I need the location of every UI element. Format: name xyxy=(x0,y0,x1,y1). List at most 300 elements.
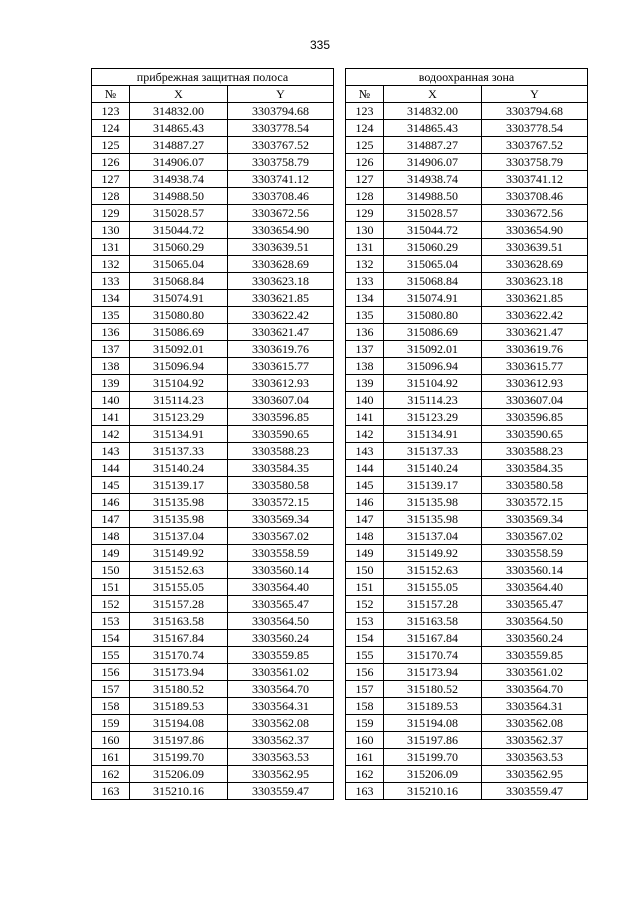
y-coordinate-cell: 3303639.51 xyxy=(482,239,588,256)
x-coordinate-cell: 315206.09 xyxy=(384,766,482,783)
point-number-cell: 160 xyxy=(92,732,130,749)
y-coordinate-cell: 3303562.95 xyxy=(482,766,588,783)
point-number-cell: 128 xyxy=(92,188,130,205)
x-coordinate-cell: 315140.24 xyxy=(130,460,228,477)
x-coordinate-cell: 314832.00 xyxy=(130,103,228,120)
y-coordinate-cell: 3303596.85 xyxy=(228,409,334,426)
table-row xyxy=(346,375,588,392)
point-number-cell: 134 xyxy=(346,290,384,307)
point-number-cell: 138 xyxy=(92,358,130,375)
table-row xyxy=(92,511,334,528)
x-coordinate-cell: 315123.29 xyxy=(384,409,482,426)
table-row xyxy=(92,698,334,715)
x-coordinate-cell: 315114.23 xyxy=(384,392,482,409)
table-row xyxy=(92,239,334,256)
y-coordinate-cell: 3303619.76 xyxy=(228,341,334,358)
point-number-cell: 124 xyxy=(92,120,130,137)
x-coordinate-cell: 315197.86 xyxy=(384,732,482,749)
point-number-cell: 156 xyxy=(346,664,384,681)
table-row xyxy=(92,273,334,290)
water-protection-zone-table xyxy=(345,68,588,800)
column-header-y: Y xyxy=(228,86,334,103)
table-row xyxy=(346,443,588,460)
y-coordinate-cell: 3303567.02 xyxy=(228,528,334,545)
y-coordinate-cell: 3303588.23 xyxy=(482,443,588,460)
x-coordinate-cell: 315123.29 xyxy=(130,409,228,426)
x-coordinate-cell: 314887.27 xyxy=(384,137,482,154)
table-row xyxy=(346,290,588,307)
x-coordinate-cell: 315210.16 xyxy=(130,783,228,800)
x-coordinate-cell: 315155.05 xyxy=(384,579,482,596)
y-coordinate-cell: 3303672.56 xyxy=(482,205,588,222)
x-coordinate-cell: 315044.72 xyxy=(130,222,228,239)
y-coordinate-cell: 3303654.90 xyxy=(228,222,334,239)
x-coordinate-cell: 315068.84 xyxy=(384,273,482,290)
point-number-cell: 161 xyxy=(346,749,384,766)
x-coordinate-cell: 314832.00 xyxy=(384,103,482,120)
y-coordinate-cell: 3303615.77 xyxy=(482,358,588,375)
point-number-cell: 156 xyxy=(92,664,130,681)
point-number-cell: 130 xyxy=(346,222,384,239)
table-title: прибрежная защитная полоса xyxy=(92,69,334,86)
point-number-cell: 153 xyxy=(92,613,130,630)
y-coordinate-cell: 3303560.14 xyxy=(482,562,588,579)
y-coordinate-cell: 3303584.35 xyxy=(482,460,588,477)
x-coordinate-cell: 315060.29 xyxy=(384,239,482,256)
point-number-cell: 143 xyxy=(346,443,384,460)
table-row xyxy=(346,307,588,324)
table-row xyxy=(92,256,334,273)
y-coordinate-cell: 3303562.08 xyxy=(482,715,588,732)
x-coordinate-cell: 315096.94 xyxy=(130,358,228,375)
point-number-cell: 147 xyxy=(92,511,130,528)
table-row xyxy=(346,647,588,664)
point-number-cell: 123 xyxy=(346,103,384,120)
table-row xyxy=(346,783,588,800)
y-coordinate-cell: 3303562.37 xyxy=(228,732,334,749)
y-coordinate-cell: 3303569.34 xyxy=(482,511,588,528)
x-coordinate-cell: 315206.09 xyxy=(130,766,228,783)
y-coordinate-cell: 3303758.79 xyxy=(228,154,334,171)
point-number-cell: 144 xyxy=(92,460,130,477)
y-coordinate-cell: 3303758.79 xyxy=(482,154,588,171)
x-coordinate-cell: 315074.91 xyxy=(130,290,228,307)
y-coordinate-cell: 3303607.04 xyxy=(228,392,334,409)
point-number-cell: 132 xyxy=(92,256,130,273)
table-row xyxy=(92,426,334,443)
x-coordinate-cell: 315086.69 xyxy=(130,324,228,341)
y-coordinate-cell: 3303572.15 xyxy=(482,494,588,511)
table-row xyxy=(92,120,334,137)
y-coordinate-cell: 3303639.51 xyxy=(228,239,334,256)
y-coordinate-cell: 3303572.15 xyxy=(228,494,334,511)
y-coordinate-cell: 3303607.04 xyxy=(482,392,588,409)
point-number-cell: 146 xyxy=(92,494,130,511)
point-number-cell: 145 xyxy=(346,477,384,494)
table-row xyxy=(92,171,334,188)
point-number-cell: 149 xyxy=(346,545,384,562)
x-coordinate-cell: 315137.04 xyxy=(130,528,228,545)
table-row xyxy=(346,562,588,579)
y-coordinate-cell: 3303794.68 xyxy=(228,103,334,120)
y-coordinate-cell: 3303794.68 xyxy=(482,103,588,120)
y-coordinate-cell: 3303708.46 xyxy=(228,188,334,205)
table-row xyxy=(92,766,334,783)
point-number-cell: 152 xyxy=(346,596,384,613)
y-coordinate-cell: 3303563.53 xyxy=(228,749,334,766)
y-coordinate-cell: 3303590.65 xyxy=(228,426,334,443)
table-row xyxy=(346,239,588,256)
point-number-cell: 159 xyxy=(92,715,130,732)
point-number-cell: 137 xyxy=(92,341,130,358)
table-row xyxy=(92,630,334,647)
table-row xyxy=(346,341,588,358)
x-coordinate-cell: 315152.63 xyxy=(130,562,228,579)
x-coordinate-cell: 314887.27 xyxy=(130,137,228,154)
point-number-cell: 149 xyxy=(92,545,130,562)
x-coordinate-cell: 315134.91 xyxy=(384,426,482,443)
y-coordinate-cell: 3303564.70 xyxy=(228,681,334,698)
table-row xyxy=(346,528,588,545)
y-coordinate-cell: 3303564.50 xyxy=(482,613,588,630)
x-coordinate-cell: 315157.28 xyxy=(384,596,482,613)
y-coordinate-cell: 3303628.69 xyxy=(482,256,588,273)
x-coordinate-cell: 315139.17 xyxy=(384,477,482,494)
x-coordinate-cell: 315028.57 xyxy=(384,205,482,222)
point-number-cell: 159 xyxy=(346,715,384,732)
point-number-cell: 160 xyxy=(346,732,384,749)
x-coordinate-cell: 314906.07 xyxy=(384,154,482,171)
x-coordinate-cell: 314988.50 xyxy=(130,188,228,205)
y-coordinate-cell: 3303562.08 xyxy=(228,715,334,732)
point-number-cell: 150 xyxy=(92,562,130,579)
table-row xyxy=(92,579,334,596)
point-number-cell: 163 xyxy=(92,783,130,800)
point-number-cell: 142 xyxy=(92,426,130,443)
point-number-cell: 123 xyxy=(92,103,130,120)
x-coordinate-cell: 315080.80 xyxy=(130,307,228,324)
point-number-cell: 154 xyxy=(346,630,384,647)
point-number-cell: 133 xyxy=(346,273,384,290)
x-coordinate-cell: 315155.05 xyxy=(130,579,228,596)
y-coordinate-cell: 3303619.76 xyxy=(482,341,588,358)
table-row xyxy=(92,324,334,341)
y-coordinate-cell: 3303564.70 xyxy=(482,681,588,698)
x-coordinate-cell: 315197.86 xyxy=(130,732,228,749)
y-coordinate-cell: 3303612.93 xyxy=(482,375,588,392)
x-coordinate-cell: 315199.70 xyxy=(130,749,228,766)
x-coordinate-cell: 314938.74 xyxy=(384,171,482,188)
x-coordinate-cell: 315044.72 xyxy=(384,222,482,239)
point-number-cell: 144 xyxy=(346,460,384,477)
table-row xyxy=(92,477,334,494)
table-row xyxy=(92,681,334,698)
x-coordinate-cell: 315199.70 xyxy=(384,749,482,766)
x-coordinate-cell: 315065.04 xyxy=(130,256,228,273)
y-coordinate-cell: 3303560.24 xyxy=(228,630,334,647)
y-coordinate-cell: 3303562.95 xyxy=(228,766,334,783)
column-header-number: № xyxy=(346,86,384,103)
table-row xyxy=(346,715,588,732)
table-row xyxy=(92,409,334,426)
x-coordinate-cell: 315074.91 xyxy=(384,290,482,307)
table-row xyxy=(346,392,588,409)
y-coordinate-cell: 3303560.24 xyxy=(482,630,588,647)
x-coordinate-cell: 315135.98 xyxy=(130,511,228,528)
y-coordinate-cell: 3303741.12 xyxy=(482,171,588,188)
point-number-cell: 130 xyxy=(92,222,130,239)
x-coordinate-cell: 315167.84 xyxy=(130,630,228,647)
table-row xyxy=(92,749,334,766)
y-coordinate-cell: 3303560.14 xyxy=(228,562,334,579)
table-row xyxy=(346,120,588,137)
x-coordinate-cell: 314865.43 xyxy=(384,120,482,137)
point-number-cell: 127 xyxy=(346,171,384,188)
column-header-y: Y xyxy=(482,86,588,103)
point-number-cell: 135 xyxy=(346,307,384,324)
y-coordinate-cell: 3303590.65 xyxy=(482,426,588,443)
y-coordinate-cell: 3303621.85 xyxy=(482,290,588,307)
table-row xyxy=(346,477,588,494)
point-number-cell: 134 xyxy=(92,290,130,307)
point-number-cell: 143 xyxy=(92,443,130,460)
table-row xyxy=(346,664,588,681)
table-row xyxy=(92,341,334,358)
y-coordinate-cell: 3303612.93 xyxy=(228,375,334,392)
x-coordinate-cell: 315137.33 xyxy=(130,443,228,460)
x-coordinate-cell: 315092.01 xyxy=(130,341,228,358)
y-coordinate-cell: 3303564.50 xyxy=(228,613,334,630)
point-number-cell: 131 xyxy=(346,239,384,256)
x-coordinate-cell: 315140.24 xyxy=(384,460,482,477)
x-coordinate-cell: 315167.84 xyxy=(384,630,482,647)
point-number-cell: 152 xyxy=(92,596,130,613)
point-number-cell: 150 xyxy=(346,562,384,579)
y-coordinate-cell: 3303569.34 xyxy=(228,511,334,528)
point-number-cell: 141 xyxy=(92,409,130,426)
table-row xyxy=(346,324,588,341)
x-coordinate-cell: 315163.58 xyxy=(130,613,228,630)
x-coordinate-cell: 315114.23 xyxy=(130,392,228,409)
table-row xyxy=(346,154,588,171)
point-number-cell: 124 xyxy=(346,120,384,137)
y-coordinate-cell: 3303778.54 xyxy=(228,120,334,137)
x-coordinate-cell: 315170.74 xyxy=(130,647,228,664)
x-coordinate-cell: 315149.92 xyxy=(384,545,482,562)
x-coordinate-cell: 315135.98 xyxy=(384,494,482,511)
point-number-cell: 129 xyxy=(92,205,130,222)
table-row xyxy=(346,137,588,154)
table-row xyxy=(346,426,588,443)
page-number: 335 xyxy=(309,38,331,52)
y-coordinate-cell: 3303654.90 xyxy=(482,222,588,239)
y-coordinate-cell: 3303778.54 xyxy=(482,120,588,137)
table-row xyxy=(346,409,588,426)
point-number-cell: 148 xyxy=(346,528,384,545)
y-coordinate-cell: 3303564.40 xyxy=(228,579,334,596)
table-row xyxy=(346,205,588,222)
x-coordinate-cell: 314865.43 xyxy=(130,120,228,137)
table-row xyxy=(346,698,588,715)
point-number-cell: 135 xyxy=(92,307,130,324)
point-number-cell: 147 xyxy=(346,511,384,528)
y-coordinate-cell: 3303558.59 xyxy=(228,545,334,562)
table-row xyxy=(92,375,334,392)
x-coordinate-cell: 315080.80 xyxy=(384,307,482,324)
point-number-cell: 125 xyxy=(92,137,130,154)
y-coordinate-cell: 3303559.85 xyxy=(228,647,334,664)
y-coordinate-cell: 3303584.35 xyxy=(228,460,334,477)
point-number-cell: 136 xyxy=(92,324,130,341)
point-number-cell: 133 xyxy=(92,273,130,290)
table-title: водоохранная зона xyxy=(346,69,588,86)
x-coordinate-cell: 315137.33 xyxy=(384,443,482,460)
x-coordinate-cell: 315210.16 xyxy=(384,783,482,800)
point-number-cell: 151 xyxy=(346,579,384,596)
y-coordinate-cell: 3303561.02 xyxy=(482,664,588,681)
table-row xyxy=(346,494,588,511)
point-number-cell: 153 xyxy=(346,613,384,630)
y-coordinate-cell: 3303564.31 xyxy=(482,698,588,715)
y-coordinate-cell: 3303564.40 xyxy=(482,579,588,596)
table-row xyxy=(346,749,588,766)
y-coordinate-cell: 3303621.47 xyxy=(228,324,334,341)
table-row xyxy=(346,613,588,630)
x-coordinate-cell: 315068.84 xyxy=(130,273,228,290)
point-number-cell: 136 xyxy=(346,324,384,341)
y-coordinate-cell: 3303563.53 xyxy=(482,749,588,766)
table-row xyxy=(92,664,334,681)
x-coordinate-cell: 314938.74 xyxy=(130,171,228,188)
y-coordinate-cell: 3303622.42 xyxy=(482,307,588,324)
point-number-cell: 145 xyxy=(92,477,130,494)
point-number-cell: 157 xyxy=(346,681,384,698)
table-row xyxy=(346,222,588,239)
table-row xyxy=(346,579,588,596)
point-number-cell: 154 xyxy=(92,630,130,647)
y-coordinate-cell: 3303672.56 xyxy=(228,205,334,222)
x-coordinate-cell: 315137.04 xyxy=(384,528,482,545)
table-row xyxy=(92,596,334,613)
table-row xyxy=(346,766,588,783)
x-coordinate-cell: 315096.94 xyxy=(384,358,482,375)
y-coordinate-cell: 3303767.52 xyxy=(228,137,334,154)
table-row xyxy=(92,460,334,477)
table-row xyxy=(92,290,334,307)
point-number-cell: 162 xyxy=(92,766,130,783)
y-coordinate-cell: 3303565.47 xyxy=(482,596,588,613)
x-coordinate-cell: 315092.01 xyxy=(384,341,482,358)
y-coordinate-cell: 3303588.23 xyxy=(228,443,334,460)
x-coordinate-cell: 315180.52 xyxy=(130,681,228,698)
y-coordinate-cell: 3303567.02 xyxy=(482,528,588,545)
coastal-strip-table xyxy=(91,68,334,800)
table-row xyxy=(92,562,334,579)
x-coordinate-cell: 315157.28 xyxy=(130,596,228,613)
point-number-cell: 126 xyxy=(346,154,384,171)
y-coordinate-cell: 3303621.85 xyxy=(228,290,334,307)
point-number-cell: 158 xyxy=(92,698,130,715)
table-row xyxy=(346,358,588,375)
point-number-cell: 126 xyxy=(92,154,130,171)
table-row xyxy=(346,256,588,273)
table-row xyxy=(346,171,588,188)
table-row xyxy=(92,307,334,324)
point-number-cell: 139 xyxy=(92,375,130,392)
table-row xyxy=(346,273,588,290)
y-coordinate-cell: 3303565.47 xyxy=(228,596,334,613)
y-coordinate-cell: 3303561.02 xyxy=(228,664,334,681)
column-header-number: № xyxy=(92,86,130,103)
table-row xyxy=(92,545,334,562)
x-coordinate-cell: 315139.17 xyxy=(130,477,228,494)
table-row xyxy=(92,205,334,222)
point-number-cell: 146 xyxy=(346,494,384,511)
x-coordinate-cell: 315173.94 xyxy=(130,664,228,681)
table-row xyxy=(92,154,334,171)
table-row xyxy=(92,715,334,732)
y-coordinate-cell: 3303622.42 xyxy=(228,307,334,324)
column-header-x: X xyxy=(130,86,228,103)
table-row xyxy=(346,103,588,120)
coordinate-tables xyxy=(91,68,587,833)
table-row xyxy=(346,681,588,698)
table-row xyxy=(92,222,334,239)
point-number-cell: 131 xyxy=(92,239,130,256)
table-row xyxy=(346,188,588,205)
column-header-x: X xyxy=(384,86,482,103)
point-number-cell: 125 xyxy=(346,137,384,154)
x-coordinate-cell: 315189.53 xyxy=(130,698,228,715)
table-row xyxy=(346,732,588,749)
point-number-cell: 141 xyxy=(346,409,384,426)
table-row xyxy=(92,443,334,460)
point-number-cell: 151 xyxy=(92,579,130,596)
point-number-cell: 128 xyxy=(346,188,384,205)
x-coordinate-cell: 315060.29 xyxy=(130,239,228,256)
y-coordinate-cell: 3303708.46 xyxy=(482,188,588,205)
table-row xyxy=(92,494,334,511)
point-number-cell: 137 xyxy=(346,341,384,358)
x-coordinate-cell: 315194.08 xyxy=(384,715,482,732)
x-coordinate-cell: 315135.98 xyxy=(130,494,228,511)
table-row xyxy=(92,613,334,630)
y-coordinate-cell: 3303559.47 xyxy=(482,783,588,800)
y-coordinate-cell: 3303767.52 xyxy=(482,137,588,154)
x-coordinate-cell: 315065.04 xyxy=(384,256,482,273)
y-coordinate-cell: 3303580.58 xyxy=(228,477,334,494)
x-coordinate-cell: 315135.98 xyxy=(384,511,482,528)
y-coordinate-cell: 3303623.18 xyxy=(228,273,334,290)
x-coordinate-cell: 315028.57 xyxy=(130,205,228,222)
y-coordinate-cell: 3303562.37 xyxy=(482,732,588,749)
y-coordinate-cell: 3303559.85 xyxy=(482,647,588,664)
x-coordinate-cell: 315104.92 xyxy=(384,375,482,392)
point-number-cell: 132 xyxy=(346,256,384,273)
table-row xyxy=(346,596,588,613)
point-number-cell: 148 xyxy=(92,528,130,545)
y-coordinate-cell: 3303559.47 xyxy=(228,783,334,800)
x-coordinate-cell: 315134.91 xyxy=(130,426,228,443)
point-number-cell: 138 xyxy=(346,358,384,375)
x-coordinate-cell: 315170.74 xyxy=(384,647,482,664)
point-number-cell: 127 xyxy=(92,171,130,188)
y-coordinate-cell: 3303564.31 xyxy=(228,698,334,715)
table-row xyxy=(92,188,334,205)
table-row xyxy=(92,783,334,800)
point-number-cell: 162 xyxy=(346,766,384,783)
point-number-cell: 129 xyxy=(346,205,384,222)
